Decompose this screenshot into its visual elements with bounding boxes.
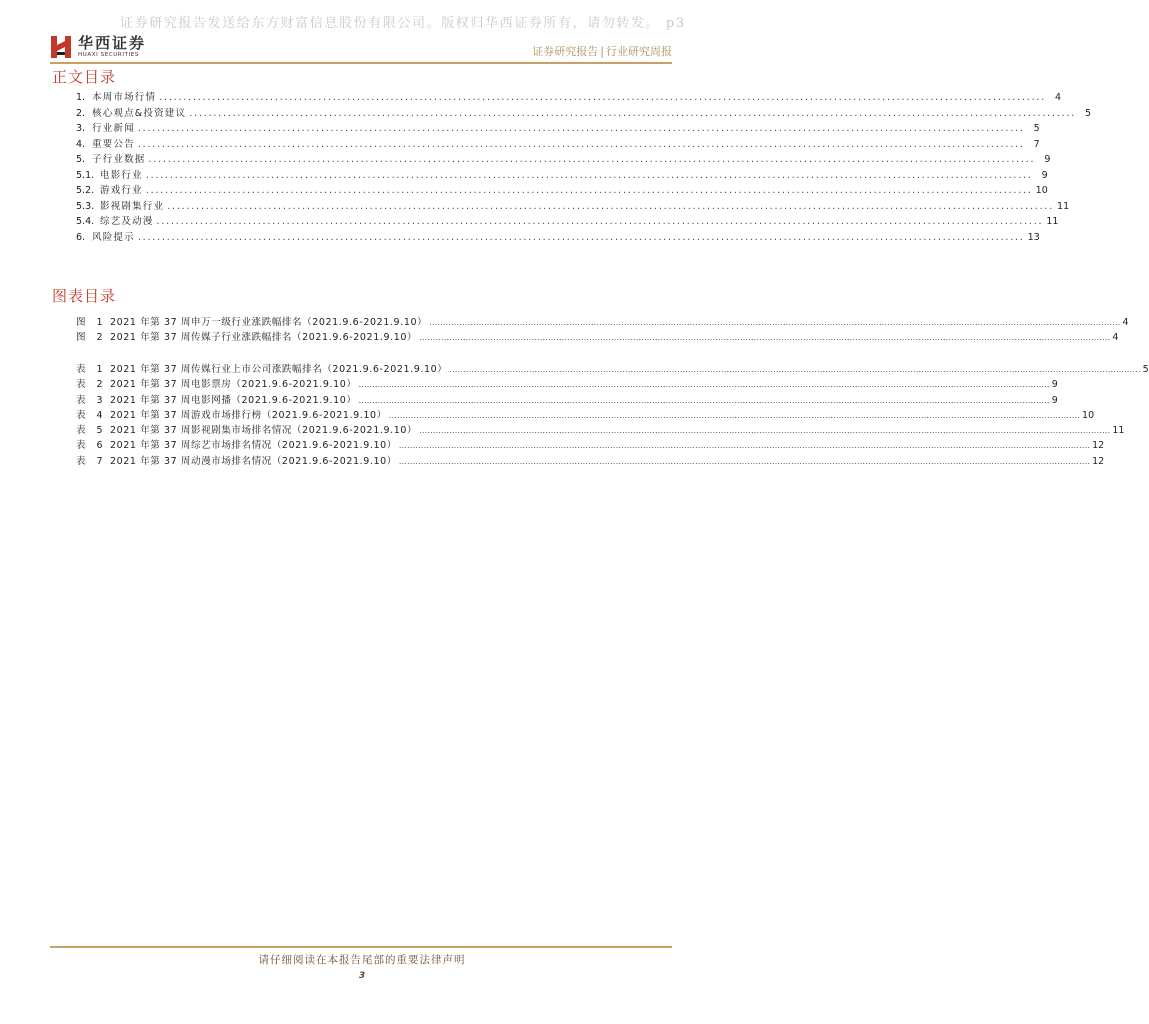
figure-page: 4 [1122,317,1129,328]
table-page: 12 [1092,455,1105,467]
leader-dots: ........................................................................................................................................................................................ [137,231,1025,243]
table-label: 表 2 [76,379,107,391]
leader-dots: ............................................................................................................................................................................................................................................................ [419,333,1111,343]
toc-item-number: 5.3. [76,200,95,212]
toc-item-number: 2. [76,107,86,119]
leader-dots: ........................................................................................................................................................................................ [159,92,1047,103]
toc-item[interactable] [76,198,1070,214]
toc-item-page: 11 [1046,216,1059,227]
toc-item-title: 重要公告 [92,138,135,150]
table-page: 9 [1051,379,1058,391]
table-label: 表 1 [76,364,107,375]
leader-dots: ........................................................................................................................................................................................ [189,107,1077,119]
toc-item-number: 5.1. [76,169,95,181]
table-title: 2021 年第 37 周电影票房（2021.9.6-2021.9.10） [110,379,357,391]
table-page: 5 [1142,364,1149,375]
toc-item[interactable] [76,167,1048,183]
toc-item-title: 风险提示 [92,231,135,243]
chart-list [76,314,1129,345]
toc-item[interactable] [76,182,1048,198]
toc-item-title: 本周市场行情 [92,92,157,103]
toc-item-number: 6. [76,231,86,243]
toc-item-number: 1. [76,92,86,103]
table-label: 表 3 [76,394,107,406]
table-label: 表 4 [76,409,107,421]
table-title: 2021 年第 37 周游戏市场排行榜（2021.9.6-2021.9.10） [110,409,387,421]
leader-dots: ........................................................................................................................................................................................ [167,200,1055,212]
toc-item-title: 电影行业 [100,169,143,181]
table-label: 表 6 [76,440,107,452]
table-page: 12 [1092,440,1105,452]
table-title: 2021 年第 37 周综艺市场排名情况（2021.9.6-2021.9.10） [110,440,397,452]
toc-item-number: 5.4. [76,216,95,227]
toc-item[interactable] [76,120,1040,136]
table-item[interactable] [76,453,1105,468]
figure-item[interactable] [76,314,1129,329]
table-list [76,361,1149,468]
toc-item-page: 10 [1035,185,1048,196]
report-type-label: 证券研究报告 [532,45,599,58]
leader-dots: ........................................................................................................................................................................................ [145,185,1033,196]
leader-dots: ........................................................................................................................................................................................ [145,169,1033,181]
footer-divider [50,946,672,948]
table-label: 表 5 [76,425,107,437]
toc-item-title: 综艺及动漫 [100,216,154,227]
report-subtype-label: 行业研究周报 [606,45,672,58]
toc-item-page: 9 [1044,154,1051,165]
leader-dots: ........................................................................................................................................................................................ [148,154,1036,165]
table-item[interactable] [76,392,1058,407]
toc-item-number: 3. [76,123,86,134]
toc-item[interactable] [76,105,1092,121]
toc-item-page: 4 [1055,92,1062,103]
figure-label: 图 2 [76,332,107,344]
leader-dots: ............................................................................................................................................................................................................................................................ [358,380,1050,390]
toc-item-page: 9 [1041,169,1048,181]
toc-heading: 正文目录 [52,68,117,86]
leader-dots: ............................................................................................................................................................................................................................................................ [358,395,1050,405]
toc-item-number: 5. [76,154,86,165]
toc-item-number: 4. [76,138,86,150]
table-title: 2021 年第 37 周电影网播（2021.9.6-2021.9.10） [110,394,357,406]
toc-item-page: 11 [1057,200,1070,212]
table-title: 2021 年第 37 周影视剧集市场排名情况（2021.9.6-2021.9.10） [110,425,418,437]
toc-item-title: 子行业数据 [92,154,146,165]
toc-item[interactable] [76,229,1040,245]
leader-dots: ............................................................................................................................................................................................................................................................ [419,426,1111,436]
figure-page: 4 [1112,332,1119,344]
table-item[interactable] [76,407,1095,422]
page-number: 3 [358,971,366,981]
table-item[interactable] [76,437,1105,452]
footer-disclaimer: 请仔细阅读在本报告尾部的重要法律声明 [258,954,466,966]
leader-dots: ........................................................................................................................................................................................ [156,216,1044,227]
brand-name-cn: 华西证券 [78,34,147,52]
leader-dots: ............................................................................................................................................................................................................................................................ [398,441,1091,451]
figure-title: 2021 年第 37 周传媒子行业涨跌幅排名（2021.9.6-2021.9.10） [110,332,418,344]
huaxi-logo-icon [50,34,72,60]
table-page: 10 [1082,409,1095,421]
brand-logo [50,34,146,60]
leader-dots: ............................................................................................................................................................................................................................................................ [388,410,1081,420]
watermark: 证券研究报告发送给东方财富信息股份有限公司。版权归华西证券所有，请勿转发。 p3 [120,16,686,31]
leader-dots: ........................................................................................................................................................................................ [137,138,1025,150]
table-page: 11 [1112,425,1125,437]
toc-item-title: 游戏行业 [100,185,143,196]
leader-dots: ............................................................................................................................................................................................................................................................ [429,318,1121,327]
table-item[interactable] [76,361,1149,376]
table-title: 2021 年第 37 周动漫市场排名情况（2021.9.6-2021.9.10） [110,455,397,467]
table-item[interactable] [76,376,1058,391]
toc-item-page: 13 [1027,231,1040,243]
toc-item-title: 行业新闻 [92,123,135,134]
toc-item-page: 7 [1033,138,1040,150]
table-title: 2021 年第 37 周传媒行业上市公司涨跌幅排名（2021.9.6-2021.9.10） [110,364,448,375]
toc-item[interactable] [76,213,1059,229]
toc-item[interactable] [76,89,1062,105]
header-divider [50,62,672,64]
table-label: 表 7 [76,455,107,467]
figures-heading: 图表目录 [52,287,117,305]
figure-label: 图 1 [76,317,107,328]
table-item[interactable] [76,422,1125,437]
leader-dots: ........................................................................................................................................................................................ [137,123,1025,134]
toc-item-page: 5 [1033,123,1040,134]
toc-item-number: 5.2. [76,185,95,196]
brand-name-en: HUAXI SECURITIES [78,52,139,58]
toc-item-page: 5 [1085,107,1092,119]
toc-item-title: 影视剧集行业 [100,200,165,212]
leader-dots: ............................................................................................................................................................................................................................................................ [449,365,1141,374]
report-type: 证券研究报告 | 行业研究周报 [532,45,672,58]
figure-item[interactable] [76,329,1119,344]
toc-item-title: 核心观点&投资建议 [92,107,187,119]
leader-dots: ............................................................................................................................................................................................................................................................ [398,456,1091,466]
table-page: 9 [1051,394,1058,406]
toc-list [76,89,1092,244]
toc-item[interactable] [76,151,1051,167]
figure-title: 2021 年第 37 周申万一级行业涨跌幅排名（2021.9.6-2021.9.10） [110,317,428,328]
toc-item[interactable] [76,136,1040,152]
